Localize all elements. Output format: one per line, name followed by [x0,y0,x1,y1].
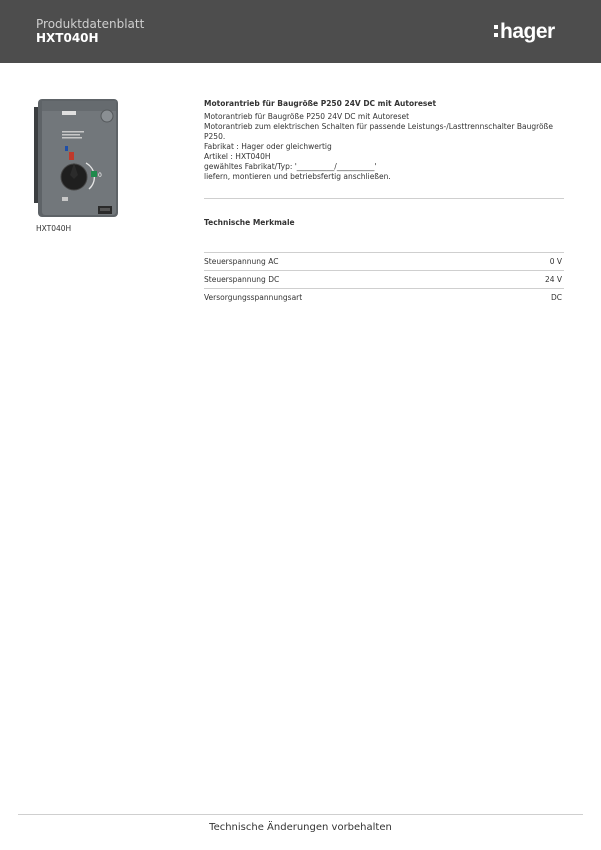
spec-row [204,289,564,307]
divider [204,198,564,199]
description-line: P250. [204,132,226,141]
spec-row [204,271,564,289]
description-line: gewähltes Fabrikat/Typ: '__________/__________' [204,162,377,171]
spec-value: 24 V [544,275,562,284]
footer-divider [18,814,583,815]
description-line: liefern, montieren und betriebsfertig anschließen. [204,172,391,181]
spec-row [204,253,564,271]
spec-label: Steuerspannung DC [204,275,280,284]
product-description [204,112,564,182]
spec-label: Versorgungsspannungsart [204,293,303,302]
hager-logo [492,18,566,44]
spec-label: Steuerspannung AC [204,257,279,266]
header-bar [0,0,601,63]
svg-text:0: 0 [98,172,102,179]
logo-text: hager [500,20,555,43]
image-caption: HXT040H [36,224,72,233]
spec-value: DC [550,293,562,302]
spec-value: 0 V [549,257,562,266]
description-line: Fabrikat : Hager oder gleichwertig [204,142,332,151]
motor-operator-device-image [34,97,120,219]
section-title-technical: Technische Merkmale [204,218,295,227]
description-line: Motorantrieb für Baugröße P250 24V DC mit Autoreset [204,112,410,121]
footer-note: Technische Änderungen vorbehalten [209,822,392,833]
description-line: Artikel : HXT040H [204,152,271,161]
product-title: Motorantrieb für Baugröße P250 24V DC mit Autoreset [204,99,437,108]
document-type: Produktdatenblatt [36,17,145,31]
description-line: Motorantrieb zum elektrischen Schalten für passende Leistungs-/Lasttrennschalter Baugröße [204,122,553,131]
product-code: HXT040H [36,31,99,45]
